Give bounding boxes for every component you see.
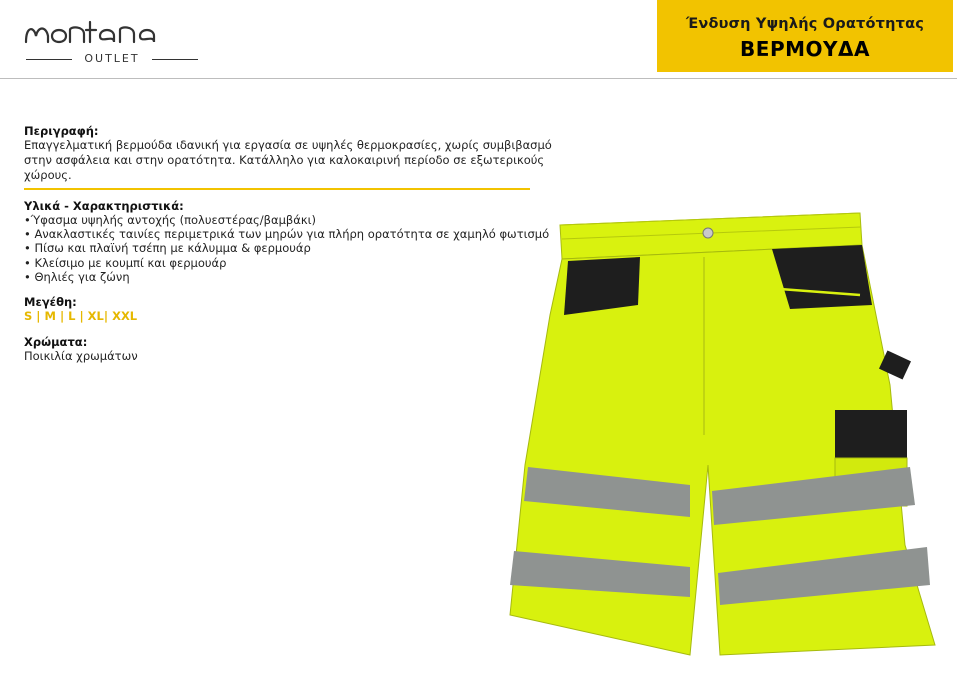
sizes-heading: Μεγέθη: xyxy=(24,295,77,310)
product-title: ΒΕΡΜΟΥΔΑ xyxy=(740,37,870,61)
header-divider xyxy=(0,78,957,79)
title-banner xyxy=(657,0,953,72)
colors-heading: Χρώματα: xyxy=(24,335,88,350)
materials-heading: Υλικά - Χαρακτηριστικά: xyxy=(24,199,184,213)
list-item: •Ύφασμα υψηλής αντοχής (πολυεστέρας/βαμβάκι) xyxy=(24,213,316,227)
list-item: • Κλείσιμο με κουμπί και φερμουάρ xyxy=(24,255,227,270)
logo-subtitle: OUTLET xyxy=(22,52,202,65)
list-item: • Ανακλαστικές ταινίες περιμετρικά των μηρών για πλήρη ορατότητα σε χαμηλό φωτισμό xyxy=(24,227,550,242)
category-title: Ένδυση Υψηλής Ορατότητας xyxy=(685,16,925,32)
logo-script xyxy=(22,12,212,52)
list-item: • Πίσω και πλαϊνή τσέπη με κάλυμμα & φερμουάρ xyxy=(24,241,311,256)
list-item: • Θηλιές για ζώνη xyxy=(24,269,130,284)
description-line-2: στην ασφάλεια και στην ορατότητα. Κατάλληλο για καλοκαιρινή περίοδο σε εξωτερικούς χώρους. xyxy=(24,153,545,182)
colors-value: Ποικιλία χρωμάτων xyxy=(24,349,138,364)
product-image-shorts xyxy=(490,205,945,670)
section-rule xyxy=(24,188,530,190)
description-heading: Περιγραφή: xyxy=(24,124,99,138)
brand-logo xyxy=(22,12,212,70)
description-line-1: Επαγγελματική βερμούδα ιδανική για εργασία σε υψηλές θερμοκρασίες, χωρίς συμβιβασμό xyxy=(24,138,552,152)
sizes-values: S | M | L | XL| XXL xyxy=(24,309,138,324)
shorts-illustration xyxy=(490,205,945,670)
